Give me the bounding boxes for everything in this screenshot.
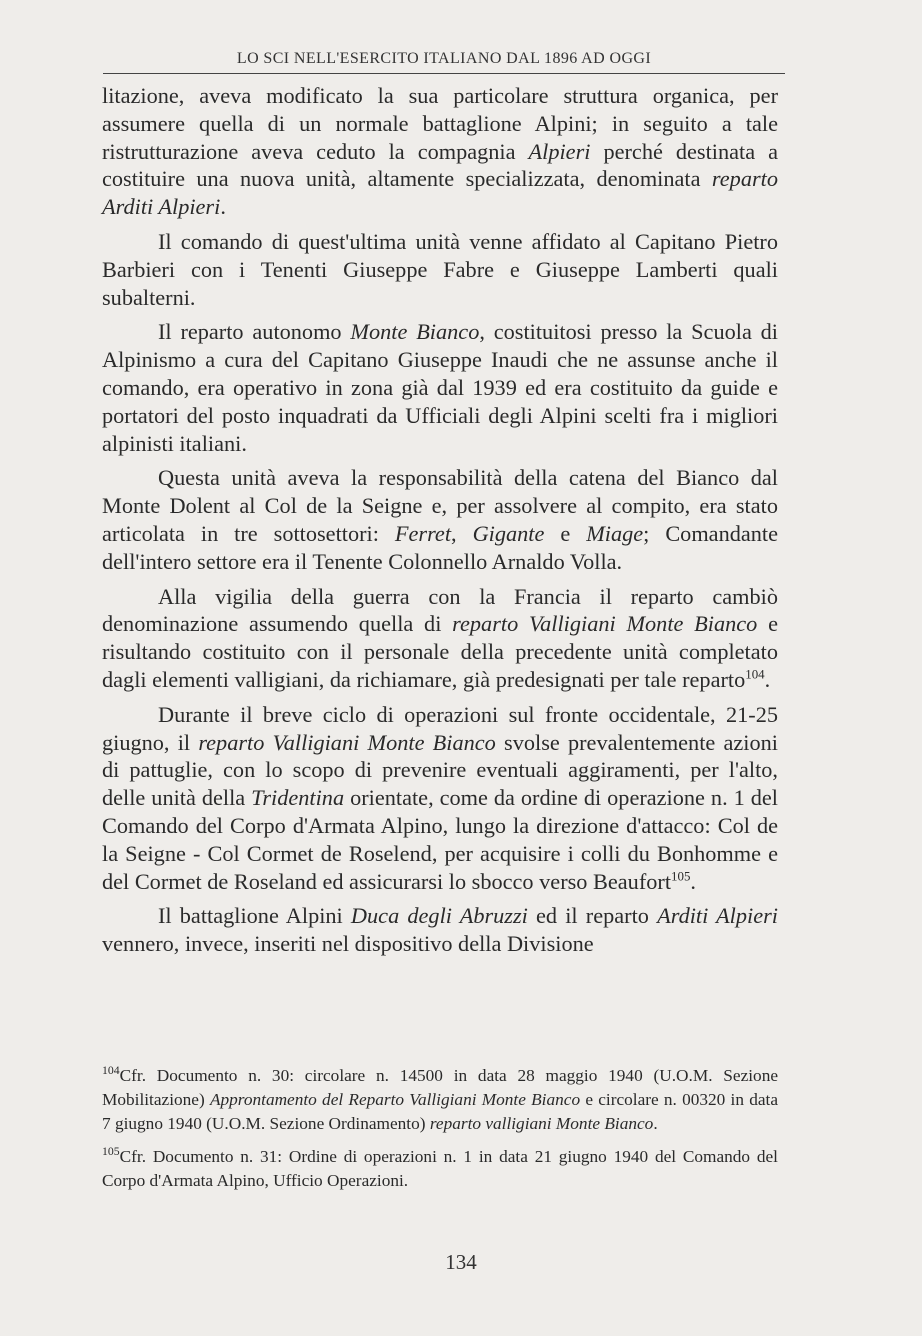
text-run: e circolare n. 00320 in data 7 giugno 1940 (U.O.M. Sezione Ordinamento) bbox=[102, 1089, 778, 1133]
footnote-number: 104 bbox=[102, 1064, 120, 1078]
italic-term: Approntamento del Reparto Valligiani Monte Bianco bbox=[209, 1089, 581, 1109]
italic-term: Monte Bianco bbox=[350, 319, 480, 345]
italic-term: Alpieri bbox=[528, 138, 591, 164]
footnote-number: 105 bbox=[102, 1145, 120, 1159]
italic-term: Arditi Alpieri bbox=[657, 903, 778, 929]
italic-term: reparto Valligiani Monte Bianco bbox=[198, 729, 496, 755]
page-number: 134 bbox=[445, 1250, 477, 1274]
text-run: Alla vigilia della guerra con la Francia il reparto cambiò denominazione assumendo quella di bbox=[102, 583, 778, 637]
text-run: , costituitosi presso la Scuola di Alpinismo a cura del Capitano Giuseppe Inaudi che ne assunse anche il comando, era operativo in zona già dal 1939 ed era costituito da guide e portatori del posto inquadrati da Ufficiali degli Alpini scelti fra i migliori alpinisti italiani. bbox=[102, 319, 779, 456]
text-run: ed il reparto bbox=[527, 903, 658, 929]
text-run: Durante il breve ciclo di operazioni sul fronte occidentale, 21-25 giugno, il bbox=[102, 701, 778, 755]
italic-term: Duca degli Abruzzi bbox=[350, 903, 528, 929]
text-run: svolse prevalentemente azioni di pattuglie, con lo scopo di prevenire eventuali aggiramenti, per l'alto, delle unità della bbox=[102, 729, 778, 811]
italic-term: reparto Valligiani Monte Bianco bbox=[452, 611, 758, 637]
text-run: Il reparto autonomo bbox=[158, 319, 351, 345]
text-run: perché destinata a costituire una nuova unità, altamente specializzata, denominata bbox=[102, 138, 778, 192]
paragraph bbox=[102, 318, 778, 457]
italic-term: Ferret bbox=[394, 520, 452, 546]
text-run: . bbox=[764, 666, 771, 692]
text-run: Cfr. Documento n. 30: circolare n. 14500 in data 28 maggio 1940 (U.O.M. Sezione Mobilitazione) bbox=[102, 1066, 778, 1109]
italic-term: reparto valligiani Monte Bianco bbox=[429, 1113, 654, 1133]
text-run: . bbox=[690, 868, 696, 894]
text-run: . bbox=[653, 1113, 658, 1133]
footnote-104 bbox=[102, 1064, 778, 1135]
paragraph bbox=[102, 82, 778, 221]
paragraph bbox=[102, 701, 778, 896]
italic-term: Gigante bbox=[472, 520, 545, 546]
text-run: vennero, invece, inseriti nel dispositivo della Divisione bbox=[102, 931, 594, 957]
paragraph bbox=[102, 228, 778, 311]
italic-term: reparto Arditi Alpieri bbox=[102, 166, 778, 220]
paragraph bbox=[102, 902, 778, 958]
footnote-ref-105[interactable]: 105 bbox=[671, 868, 691, 884]
italic-term: Miage bbox=[586, 520, 644, 546]
text-run: , bbox=[451, 520, 473, 546]
text-run: litazione, aveva modificato la sua particolare struttura organica, per assumere quella di un normale battaglione Alpini; in seguito a tale ristrutturazione aveva ceduto la compagnia bbox=[102, 83, 778, 164]
header-rule bbox=[103, 73, 785, 74]
footnote-ref-104[interactable]: 104 bbox=[745, 666, 765, 682]
text-run: e bbox=[544, 520, 587, 546]
running-header: LO SCI NELL'ESERCITO ITALIANO DAL 1896 AD OGGI bbox=[236, 50, 652, 67]
text-run: Cfr. Documento n. 31: Ordine di operazioni n. 1 in data 21 giugno 1940 del Comando del Corpo d'Armata Alpino, Ufficio Operazioni. bbox=[102, 1147, 778, 1191]
text-run: . bbox=[220, 194, 226, 220]
paragraph bbox=[102, 464, 778, 575]
text-run: Il battaglione Alpini bbox=[158, 903, 351, 929]
italic-term: Tridentina bbox=[251, 785, 345, 811]
text-run: Questa unità aveva la responsabilità della catena del Bianco dal Monte Dolent al Col de la Seigne e, per assolvere al compito, era stato articolata in tre sottosettori: bbox=[102, 465, 778, 546]
paragraph bbox=[102, 583, 778, 694]
text-run: e risultando costituito con il personale della precedente unità completato dagli elementi valligiani, da richiamare, già predesignati per tale reparto bbox=[102, 611, 778, 692]
text-run: ; Comandante dell'intero settore era il Tenente Colonnello Arnaldo Volla. bbox=[102, 520, 779, 574]
body-text bbox=[102, 82, 778, 965]
text-run: orientate, come da ordine di operazione n. 1 del Comando del Corpo d'Armata Alpino, lungo la direzione d'attacco: Col de la Seigne - Col Cormet de Roselend, per acquisire i colli du Bonhomme e del Cormet de Roseland ed assicurarsi lo sbocco verso Beaufort bbox=[102, 785, 778, 894]
text-run: Il comando di quest'ultima unità venne affidato al Capitano Pietro Barbieri con i Tenenti Giuseppe Fabre e Giuseppe Lamberti quali subalterni. bbox=[102, 228, 778, 310]
footnotes bbox=[102, 1064, 778, 1203]
footnote-105 bbox=[102, 1145, 778, 1193]
